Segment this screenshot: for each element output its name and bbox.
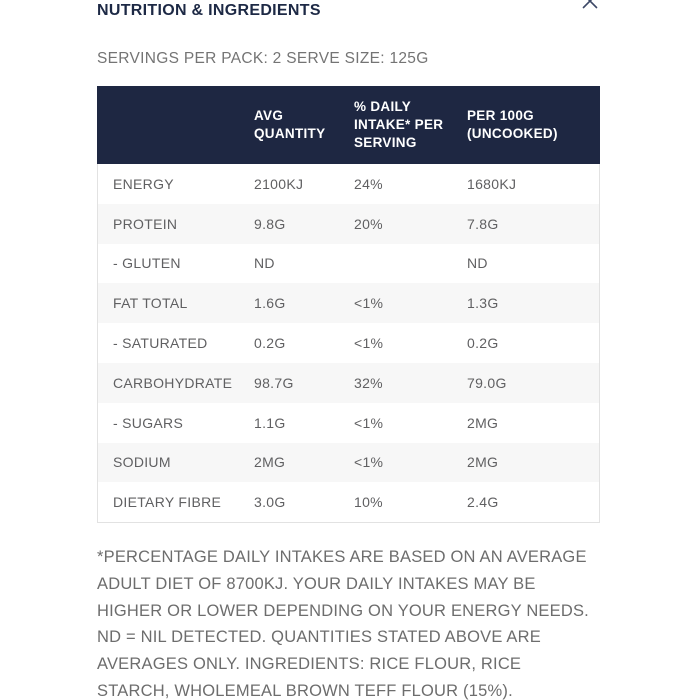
cell-daily-intake: <1% — [354, 335, 384, 352]
cell-per-100g: ND — [467, 255, 488, 272]
cell-label: ENERGY — [113, 175, 174, 192]
cell-per-100g: 1.3G — [467, 295, 499, 312]
cell-label: SODIUM — [113, 454, 171, 471]
cell-per-100g: 0.2G — [467, 335, 499, 352]
cell-per-100g: 7.8G — [467, 215, 499, 232]
cell-daily-intake: <1% — [354, 295, 384, 312]
table-row — [98, 363, 599, 403]
cell-daily-intake: <1% — [354, 414, 384, 431]
cell-label: PROTEIN — [113, 215, 178, 232]
cell-per-100g: 79.0G — [467, 374, 507, 391]
cell-label: CARBOHYDRATE — [113, 374, 233, 391]
table-row — [98, 323, 599, 363]
cell-avg-quantity: 2MG — [254, 454, 286, 471]
table-row — [98, 204, 599, 244]
cell-label: - SATURATED — [113, 335, 208, 352]
cell-per-100g: 2MG — [467, 414, 499, 431]
cell-per-100g: 2MG — [467, 454, 499, 471]
cell-daily-intake: 20% — [354, 215, 383, 232]
close-button[interactable] — [581, 0, 599, 10]
cell-avg-quantity: 1.6G — [254, 295, 286, 312]
cell-label: DIETARY FIBRE — [113, 494, 222, 511]
cell-label: FAT TOTAL — [113, 295, 188, 312]
cell-daily-intake: 32% — [354, 374, 383, 391]
serving-info: SERVINGS PER PACK: 2 SERVE SIZE: 125G — [97, 50, 429, 67]
table-row — [98, 164, 599, 204]
footnote: *PERCENTAGE DAILY INTAKES ARE BASED ON AN AVERAGE ADULT DIET OF 8700KJ. YOUR DAILY INTAKES MAY BE HIGHER OR LOWER DEPENDING ON YOUR ENERGY NEEDS. ND = NIL DETECTED. QUANTITIES STATED ABOVE ARE AVERAGES ONLY. INGREDIENTS: RICE FLOUR, RICE STARCH, WHOLEMEAL BROWN TEFF FLOUR (15%). — [97, 548, 589, 700]
cell-avg-quantity: ND — [254, 255, 275, 272]
column-header-daily-intake: % DAILY INTAKE* PER SERVING — [354, 99, 444, 150]
cell-avg-quantity: 0.2G — [254, 335, 286, 352]
cell-daily-intake: 10% — [354, 494, 383, 511]
column-header-per-100g: PER 100G (UNCOOKED) — [467, 108, 558, 141]
cell-avg-quantity: 2100KJ — [254, 175, 304, 192]
table-row — [98, 283, 599, 323]
cell-daily-intake: <1% — [354, 454, 384, 471]
table-row — [98, 403, 599, 443]
table-body — [98, 164, 599, 522]
cell-per-100g: 2.4G — [467, 494, 499, 511]
cell-per-100g: 1680KJ — [467, 175, 517, 192]
column-header-avg-quantity: AVG QUANTITY — [254, 108, 326, 141]
cell-daily-intake: 24% — [354, 175, 383, 192]
cell-label: - SUGARS — [113, 414, 184, 431]
cell-label: - GLUTEN — [113, 255, 181, 272]
cell-avg-quantity: 98.7G — [254, 374, 294, 391]
nutrition-table — [97, 86, 600, 523]
panel-header — [97, 0, 600, 20]
close-icon — [581, 0, 599, 13]
table-header-row — [97, 86, 600, 164]
cell-avg-quantity: 9.8G — [254, 215, 286, 232]
table-row — [98, 482, 599, 522]
cell-avg-quantity: 3.0G — [254, 494, 286, 511]
page-title: NUTRITION & INGREDIENTS — [97, 2, 321, 19]
cell-avg-quantity: 1.1G — [254, 414, 286, 431]
table-row — [98, 443, 599, 483]
table-row — [98, 244, 599, 284]
